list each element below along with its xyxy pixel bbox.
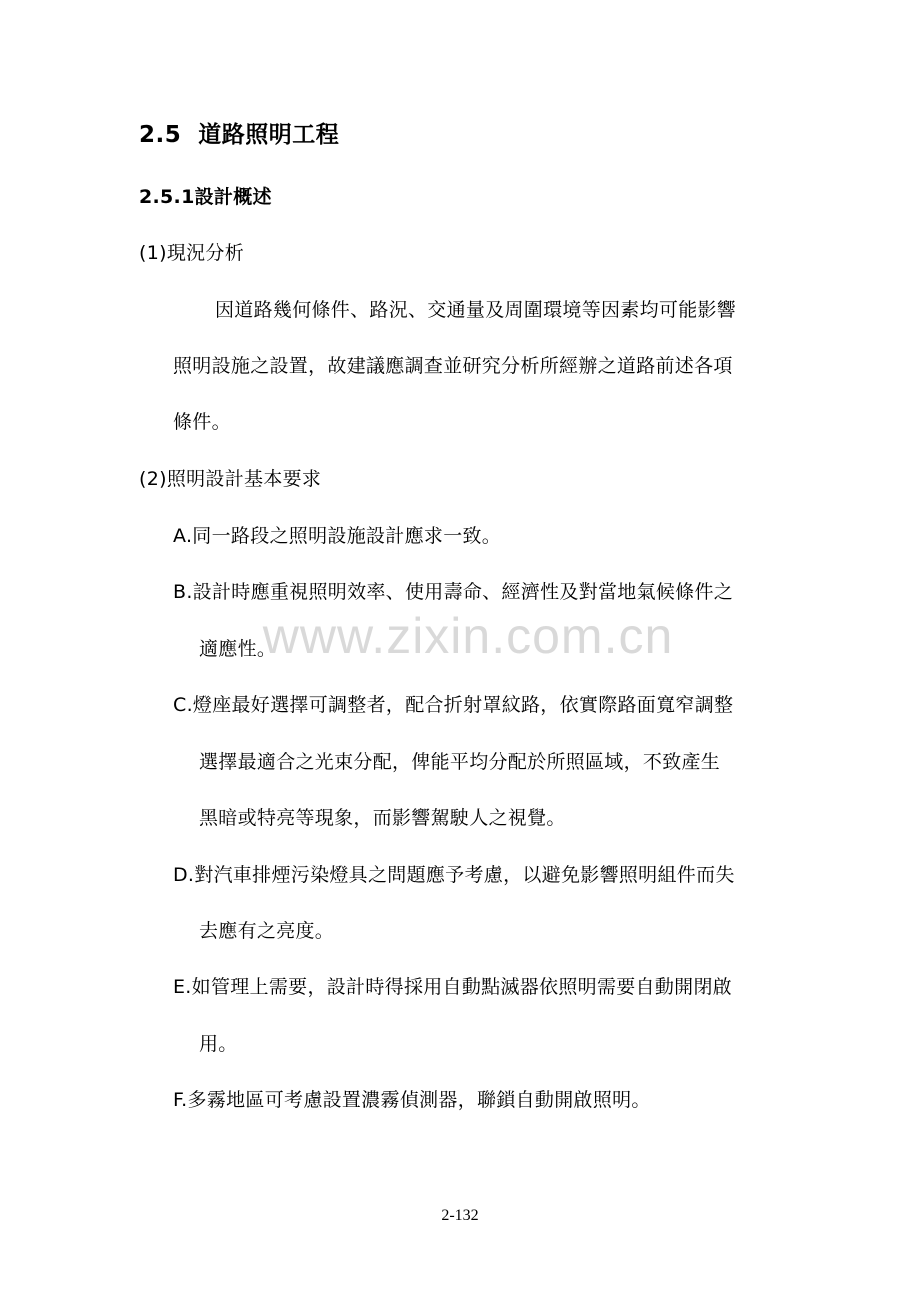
subsection-heading: 2.5.1設計概述 bbox=[139, 186, 272, 208]
section1-title: (1)現況分析 bbox=[139, 242, 245, 264]
section-title: 道路照明工程 bbox=[198, 122, 340, 148]
list-item-continuation: 黑暗或特亮等現象，而影響駕駛人之視覺。 bbox=[199, 807, 566, 829]
list-item-continuation: 去應有之亮度。 bbox=[199, 920, 335, 942]
section-heading bbox=[139, 121, 339, 149]
list-item-continuation: 用。 bbox=[199, 1033, 238, 1055]
list-item: E.如管理上需要，設計時得採用自動點滅器依照明需要自動開閉啟 bbox=[173, 976, 733, 998]
list-item: C.燈座最好選擇可調整者，配合折射罩紋路，依實際路面寬窄調整 bbox=[173, 694, 734, 716]
page-number: 2-132 bbox=[441, 1207, 479, 1224]
section2-title: (2)照明設計基本要求 bbox=[139, 468, 322, 490]
list-item: A.同一路段之照明設施設計應求一致。 bbox=[173, 525, 502, 547]
section-number: 2.5 bbox=[139, 122, 182, 148]
watermark: www.zixin.com.cn bbox=[262, 608, 674, 664]
list-item-continuation: 適應性。 bbox=[199, 638, 277, 660]
list-item-continuation: 選擇最適合之光束分配，俾能平均分配於所照區域，不致產生 bbox=[199, 751, 721, 773]
paragraph-line: 因道路幾何條件、路況、交通量及周圍環境等因素均可能影響 bbox=[215, 299, 737, 321]
list-item: B.設計時應重視照明效率、使用壽命、經濟性及對當地氣候條件之 bbox=[173, 581, 734, 603]
list-item: F.多霧地區可考慮設置濃霧偵測器，聯鎖自動開啟照明。 bbox=[173, 1089, 651, 1111]
paragraph-line: 照明設施之設置，故建議應調查並研究分析所經辦之道路前述各項 bbox=[173, 355, 733, 377]
paragraph-line: 條件。 bbox=[173, 411, 231, 433]
list-item: D.對汽車排煙污染燈具之問題應予考慮，以避免影響照明組件而失 bbox=[173, 864, 735, 886]
